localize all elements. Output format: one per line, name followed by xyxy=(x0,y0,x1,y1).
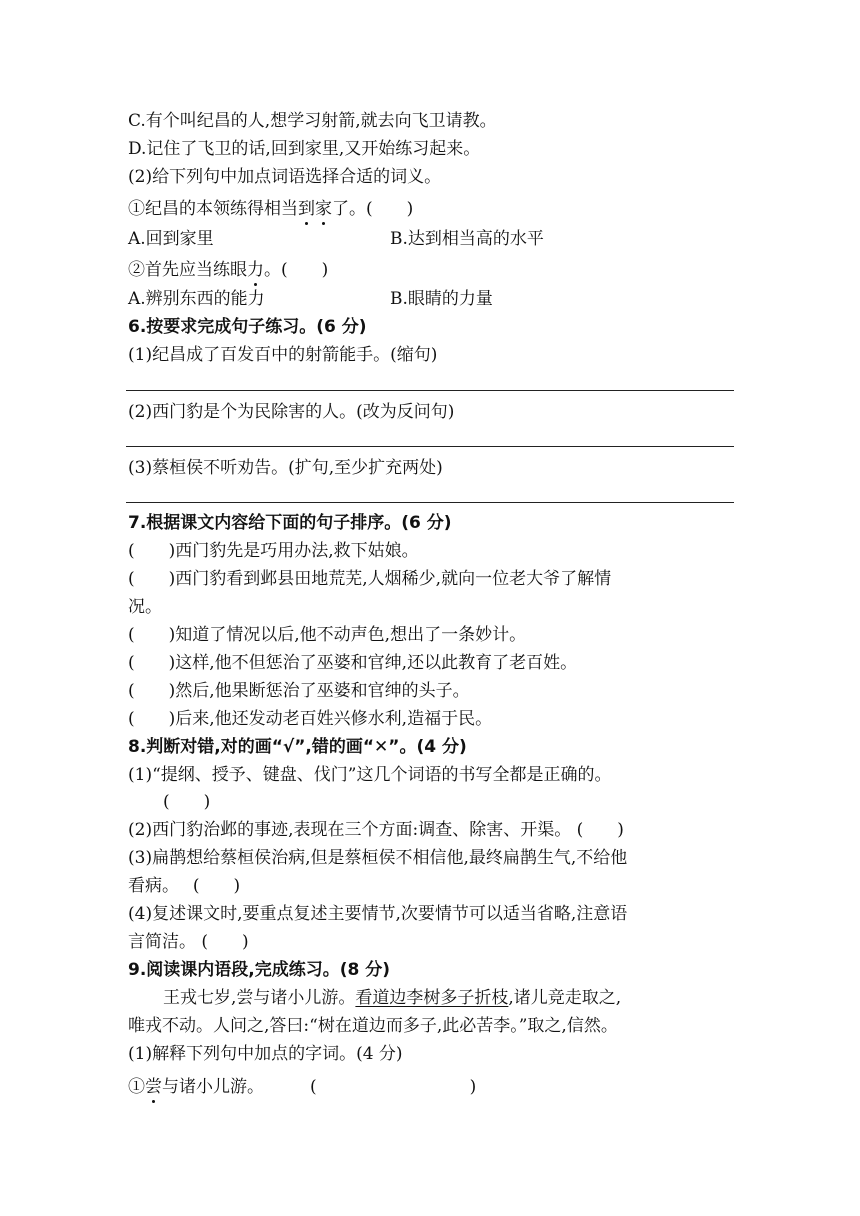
q6-item-1: (1)纪昌成了百发百中的射箭能手。(缩句) xyxy=(128,345,438,365)
q6-title: 6.按要求完成句子练习。(6 分) xyxy=(128,317,367,337)
q7-item: ( )西门豹先是巧用办法,救下姑娘。 xyxy=(128,541,419,561)
q7-title: 7.根据课文内容给下面的句子排序。(6 分) xyxy=(128,513,452,533)
q9-s1-answer-blank[interactable]: ( ) xyxy=(310,1077,477,1097)
q5-s1-dotted-char-1: 到 xyxy=(298,199,315,219)
q6-item-2: (2)西门豹是个为民除害的人。(改为反问句) xyxy=(128,402,455,422)
q7-item: ( )这样,他不但惩治了巫婆和官绅,还以此教育了老百姓。 xyxy=(128,653,578,673)
q8-line: 言简洁。 ( ) xyxy=(128,932,249,952)
q6-item-3: (3)蔡桓侯不听劝告。(扩句,至少扩充两处) xyxy=(128,458,443,478)
q7-item-continued: 况。 xyxy=(128,597,162,617)
q7-item: ( )然后,他果断惩治了巫婆和官绅的头子。 xyxy=(128,681,470,701)
q8-line: (4)复述课文时,要重点复述主要情节,次要情节可以适当省略,注意语 xyxy=(128,904,628,924)
q9-passage-line-1 xyxy=(163,987,621,1009)
q9-passage-pre: 王戎七岁,尝与诸小儿游。 xyxy=(163,988,356,1008)
q5-s2-option-b: B.眼睛的力量 xyxy=(390,289,493,309)
q7-item: ( )后来,他还发动老百姓兴修水利,造福于民。 xyxy=(128,709,493,729)
q8-line: (2)西门豹治邺的事迹,表现在三个方面:调查、除害、开渠。 ( ) xyxy=(128,820,624,840)
q9-title: 9.阅读课内语段,完成练习。(8 分) xyxy=(128,960,391,980)
q5-s1-option-b: B.达到相当高的水平 xyxy=(390,229,544,249)
q5-s1-options xyxy=(128,228,728,250)
q6-answer-line-1[interactable] xyxy=(126,390,734,391)
q9-s1-pre: ① xyxy=(128,1077,145,1097)
q5-s1-pre: ①纪昌的本领练得相当 xyxy=(128,199,298,219)
q5-s1-answer-blank[interactable]: 了。( ) xyxy=(332,199,414,219)
q5-s2-options xyxy=(128,288,728,310)
q5-s2-pre: ②首先应当练眼 xyxy=(128,260,247,280)
q5-s1-option-a: A.回到家里 xyxy=(128,229,214,249)
q7-item: ( )知道了情况以后,他不动声色,想出了一条妙计。 xyxy=(128,625,527,645)
q5-sentence-2 xyxy=(128,259,328,281)
q9-passage-post: ,诸儿竞走取之, xyxy=(508,988,622,1008)
q6-answer-line-2[interactable] xyxy=(126,446,734,447)
q9-passage-underlined: 看道边李树多子折枝 xyxy=(355,988,509,1008)
q8-answer-blank[interactable]: ( ) xyxy=(163,792,211,812)
q5-option-c: C.有个叫纪昌的人,想学习射箭,就去向飞卫请教。 xyxy=(128,111,497,131)
q5-sentence-1 xyxy=(128,198,413,220)
q5-s2-dotted-char: 力 xyxy=(247,260,264,280)
q9-s1-dotted-char: 尝 xyxy=(145,1077,162,1097)
q8-line: (3)扁鹊想给蔡桓侯治病,但是蔡桓侯不相信他,最终扁鹊生气,不给他 xyxy=(128,848,628,868)
q6-answer-line-3[interactable] xyxy=(126,502,734,503)
q8-line: (1)“提纲、授予、键盘、伐门”这几个词语的书写全都是正确的。 xyxy=(128,765,612,785)
q5-option-d: D.记住了飞卫的话,回到家里,又开始练习起来。 xyxy=(128,139,481,159)
q5-s2-answer-blank[interactable]: 。( ) xyxy=(264,260,329,280)
q9-s1-post: 与诸小儿游。 xyxy=(162,1077,264,1097)
q9-s1-line xyxy=(128,1076,528,1098)
q5-s1-dotted-char-2: 家 xyxy=(315,199,332,219)
q7-item: ( )西门豹看到邺县田地荒芜,人烟稀少,就向一位老大爷了解情 xyxy=(128,569,612,589)
q8-line: 看病。 ( ) xyxy=(128,876,241,896)
q9-sub1-prompt: (1)解释下列句中加点的字词。(4 分) xyxy=(128,1044,403,1064)
q5-part2-prompt: (2)给下列句中加点词语选择合适的词义。 xyxy=(128,167,442,187)
q8-title: 8.判断对错,对的画“√”,错的画“✕”。(4 分) xyxy=(128,737,467,757)
q9-passage-line-2: 唯戎不动。人问之,答曰:“树在道边而多子,此必苦李。”取之,信然。 xyxy=(128,1016,618,1036)
q5-s2-option-a: A.辨别东西的能力 xyxy=(128,289,265,309)
